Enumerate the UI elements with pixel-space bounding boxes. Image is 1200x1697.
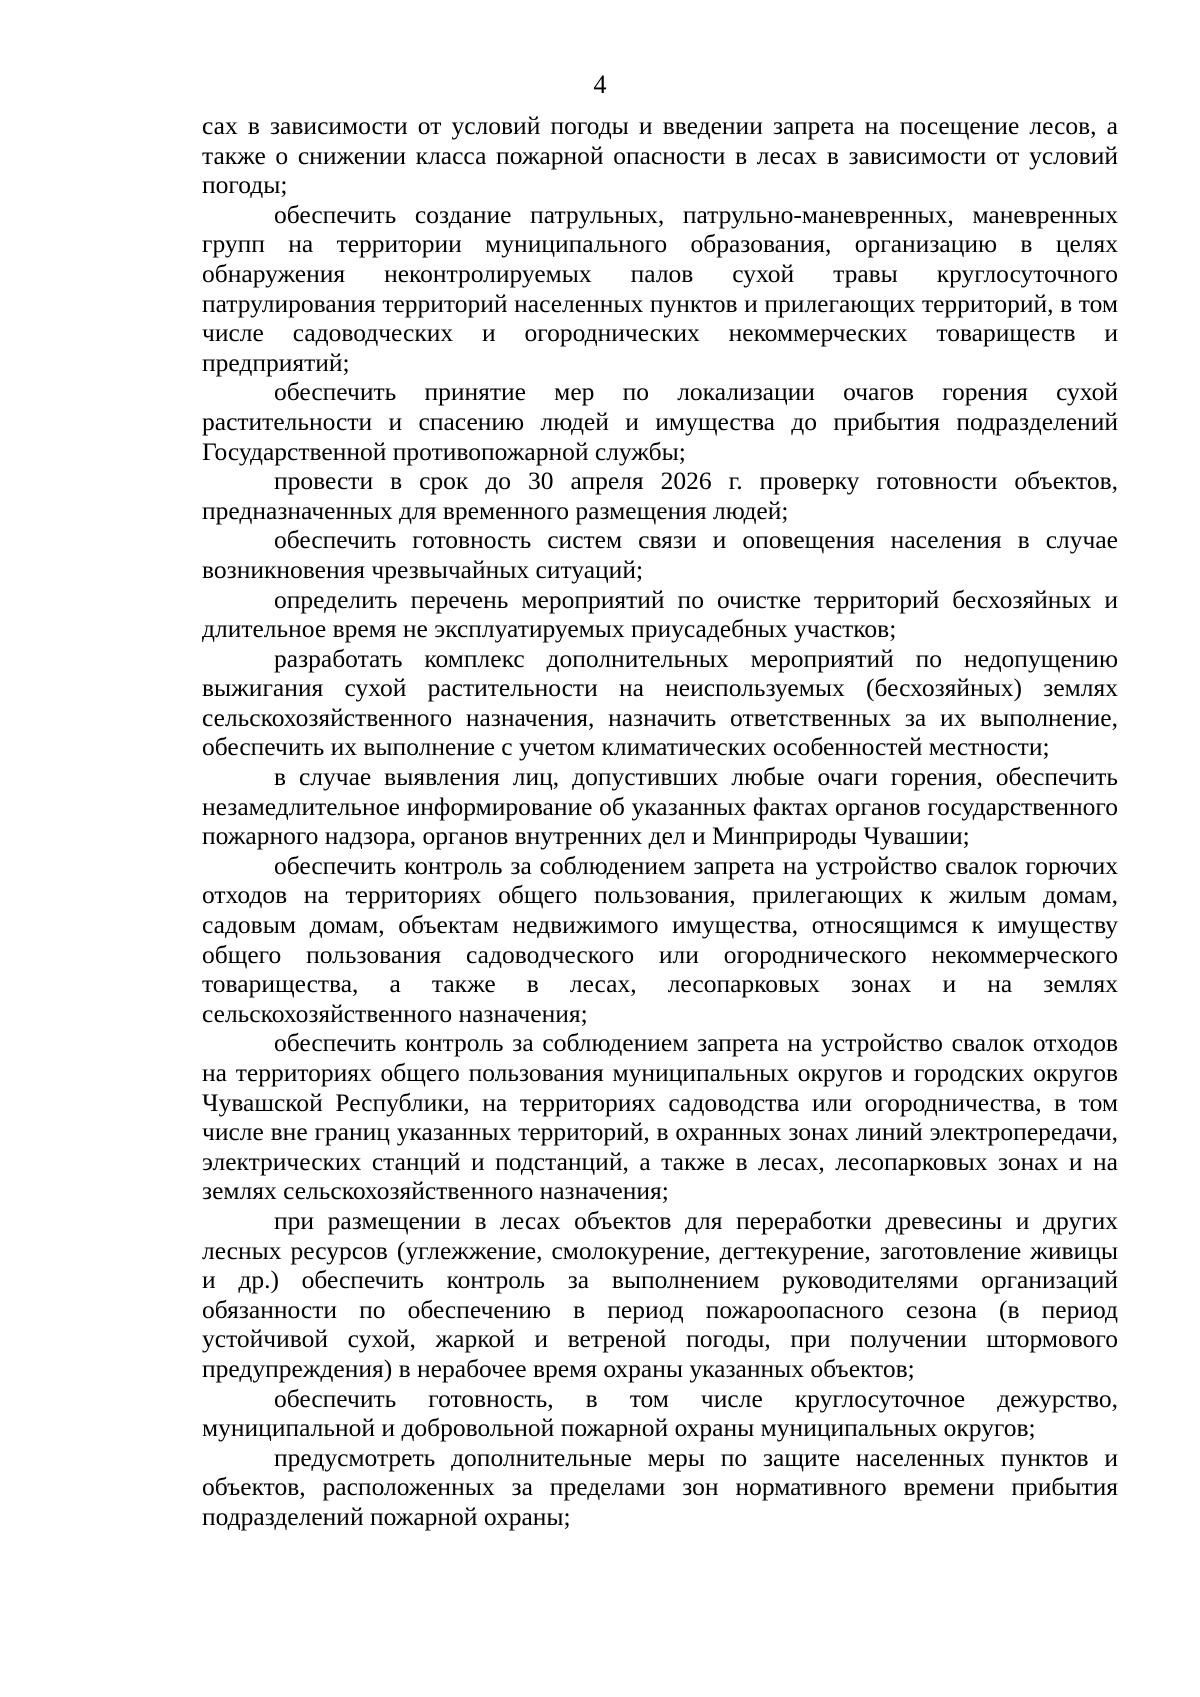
page-number: 4	[593, 70, 607, 99]
paragraph-combustible-dumps: обеспечить контроль за соблюдением запрета на устройство свалок горючих отходов на территориях общего пользования, прилегающих к жилым домам, садовым домам, объектам недвижимого имущества, относящимся к имуществу общего пользования садоводческого или огороднического некоммерческого товарищества, а также в лесах, лесопарковых зонах и на землях сельскохозяйственного назначения;	[202, 850, 1118, 1028]
paragraph-fire-brigade-readiness: обеспечить готовность, в том числе круглосуточное дежурство, муниципальной и добровольной пожарной охраны муниципальных округов;	[202, 1383, 1118, 1443]
paragraph-readiness-check: провести в срок до 30 апреля 2026 г. проверку готовности объектов, предназначенных для временного размещения людей;	[202, 466, 1118, 525]
paragraph-informing-authorities: в случае выявления лиц, допустивших любые очаги горения, обеспечить незамедлительное информирование об указанных фактах органов государственного пожарного надзора, органов внутренних дел и Минприроды Чувашии;	[202, 762, 1118, 851]
paragraph-continuation: сах в зависимости от условий погоды и введении запрета на посещение лесов, а также о снижении класса пожарной опасности в лесах в зависимости от условий погоды;	[202, 111, 1118, 200]
paragraph-burning-prevention: разработать комплекс дополнительных мероприятий по недопущению выжигания сухой растительности на неиспользуемых (бесхозяйных) землях сельскохозяйственного назначения, назначить ответственных за их выполнение, обеспечить их выполнение с учетом климатических особенностей местности;	[202, 643, 1118, 762]
paragraph-plot-clearing: определить перечень мероприятий по очистке территорий бесхозяйных и длительное время не эксплуатируемых приусадебных участков;	[202, 584, 1118, 644]
paragraph-waste-dumps: обеспечить контроль за соблюдением запрета на устройство свалок отходов на территориях общего пользования муниципальных округов и городских округов Чувашской Республики, на территориях садоводства или огородничества, в том числе вне границ указанных территорий, в охранных зонах линий электропередачи, электрических станций и подстанций, а также в лесах, лесопарковых зонах и на землях сельскохозяйственного назначения;	[202, 1028, 1118, 1206]
paragraph-fire-localization: обеспечить принятие мер по локализации очагов горения сухой растительности и спасению людей и имущества до прибытия подразделений Государственной противопожарной службы;	[202, 377, 1118, 466]
paragraph-additional-measures: предусмотреть дополнительные меры по защите населенных пунктов и объектов, расположенных за пределами зон нормативного времени прибытия подразделений пожарной охраны;	[202, 1442, 1118, 1531]
paragraph-communication-systems: обеспечить готовность систем связи и оповещения населения в случае возникновения чрезвычайных ситуаций;	[202, 525, 1118, 584]
paragraph-wood-processing: при размещении в лесах объектов для переработки древесины и других лесных ресурсов (углежжение, смолокурение, дегтекурение, заготовление живицы и др.) обеспечить контроль за выполнением руководителями организаций обязанности по обеспечению в период пожароопасного сезона (в период устойчивой сухой, жаркой и ветреной погоды, при получении штормового предупреждения) в нерабочее время охраны указанных объектов;	[202, 1205, 1118, 1383]
document-body	[202, 111, 1118, 1532]
paragraph-patrol-groups: обеспечить создание патрульных, патрульно-маневренных, маневренных групп на территории муниципального образования, организацию в целях обнаружения неконтролируемых палов сухой травы круглосуточного патрулирования территорий населенных пунктов и прилегающих территорий, в том числе садоводческих и огороднических некоммерческих товариществ и предприятий;	[202, 199, 1118, 377]
